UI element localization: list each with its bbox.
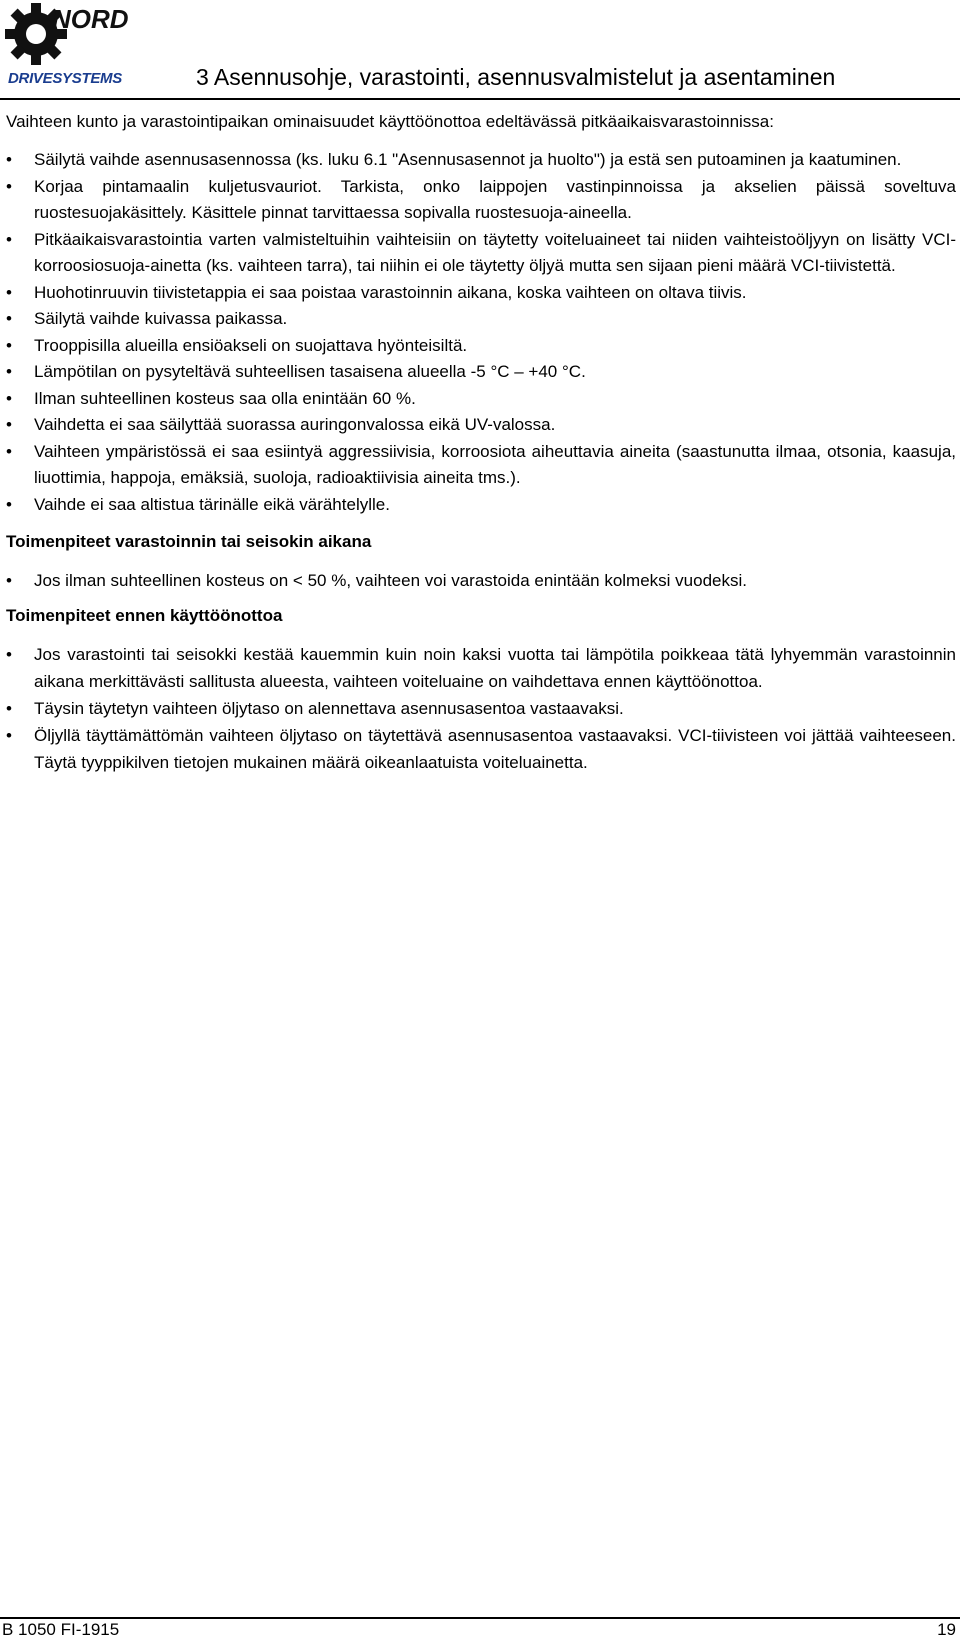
bullet-icon: • [6,645,12,664]
page-content [6,108,956,776]
list-item-text: Vaihde ei saa altistua tärinälle eikä värähtelylle. [34,494,390,514]
list-item [6,412,956,439]
list-item [6,147,956,174]
bullet-icon: • [6,309,12,328]
spacer [6,518,956,528]
list-item [6,280,956,307]
intro-paragraph: Vaihteen kunto ja varastointipaikan ominaisuudet käyttöönottoa edeltävässä pitkäaikaisvarastoinnissa: [6,112,774,131]
list-item [6,641,956,695]
logo-subtext: DRIVESYSTEMS [8,70,122,87]
before-commissioning-list [6,641,956,776]
footer-divider [0,1617,960,1619]
bullet-icon: • [6,282,12,302]
list-item [6,567,956,594]
bullet-icon: • [6,415,12,434]
list-item [6,386,956,413]
list-item [6,695,956,722]
bullet-icon: • [6,494,12,514]
list-item-text: Korjaa pintamaalin kuljetusvauriot. Tarkista, onko laippojen vastinpinnoissa ja akselien päissä soveltuva ruostesuojakäsittely. Käsittele pinnat tarvittaessa sopivalla ruostesuoja-aineella. [34,176,956,222]
bullet-icon: • [6,335,12,355]
storage-conditions-list [6,147,956,518]
list-item [6,359,956,386]
section-heading-before: Toimenpiteet ennen käyttöönottoa [6,606,283,625]
list-item-text: Säilytä vaihde asennusasennossa (ks. luku 6.1 "Asennusasennot ja huolto") ja estä sen putoaminen ja kaatuminen. [34,150,902,169]
list-item [6,227,956,280]
list-item [6,722,956,776]
list-item-text: Täysin täytetyn vaihteen öljytaso on alennettava asennusasentoa vastaavaksi. [34,699,624,718]
list-item-text: Pitkäaikaisvarastointia varten valmisteltuihin vaihteisiin on täytetty voiteluaineet tai niiden vaihteistoöljyyn on lisätty VCI-korroosiosuoja-ainetta (ks. vaihteen tarra), tai niihin ei ole täytetty öljyä mutta sen sijaan pieni määrä VCI-tiivistettä. [34,229,956,275]
list-item [6,439,956,492]
list-item-text: Jos varastointi tai seisokki kestää kauemmin kuin noin kaksi vuotta tai lämpötila poikkeaa tätä lyhyemmän varastoinnin aikana merkittävästi sallitusta alueesta, vaihteen voiteluaine on vaihdettava ennen käyttöönottoa. [34,645,956,691]
list-item-text: Ilman suhteellinen kosteus saa olla enintään 60 %. [34,388,416,408]
list-item-text: Öljyllä täyttämättömän vaihteen öljytaso on täytettävä asennusasentoa vastaavaksi. VCI-tiivisteen voi jättää vaihteeseen. Täytä tyyppikilven tietojen mukainen määrä oikeanlaatuista voiteluainetta. [34,726,956,772]
spacer [6,555,956,567]
bullet-icon: • [6,150,12,169]
bullet-icon: • [6,229,12,249]
bullet-icon: • [6,571,12,590]
page-number: 19 [937,1620,956,1639]
list-item-text: Vaihteen ympäristössä ei saa esiintyä aggressiivisia, korroosiota aiheuttavia aineita (saastunutta ilmaa, otsonia, kaasuja, liuottimia, happoja, emäksiä, suoloja, radioaktiivisia aineita tms.). [34,441,956,487]
bullet-icon: • [6,176,12,196]
list-item [6,492,956,519]
section-heading-during: Toimenpiteet varastoinnin tai seisokin aikana [6,532,372,551]
document-id: B 1050 FI-1915 [2,1620,120,1639]
bullet-icon: • [6,362,12,381]
nord-logo [6,2,129,88]
chapter-title: 3 Asennusohje, varastointi, asennusvalmistelut ja asentaminen [196,64,836,90]
list-item-text: Lämpötilan on pysyteltävä suhteellisen tasaisena alueella -5 °C – +40 °C. [34,362,586,381]
gear-logo-icon [6,2,129,72]
list-item-text: Vaihdetta ei saa säilyttää suorassa auringonvalossa eikä UV-valossa. [34,415,556,434]
bullet-icon: • [6,388,12,408]
bullet-icon: • [6,726,12,745]
list-item-text: Huohotinruuvin tiivistetappia ei saa poistaa varastoinnin aikana, koska vaihteen on oltava tiivis. [34,282,747,302]
spacer [6,594,956,602]
list-item-text: Trooppisilla alueilla ensiöakseli on suojattava hyönteisiltä. [34,335,468,355]
bullet-icon: • [6,699,12,718]
bullet-icon: • [6,441,12,461]
list-item-text: Säilytä vaihde kuivassa paikassa. [34,309,288,328]
list-item [6,174,956,227]
logo-wordmark: NORD [52,4,129,34]
list-item [6,333,956,360]
header-divider [0,98,960,100]
spacer [6,135,956,147]
spacer [6,629,956,641]
list-item [6,306,956,333]
during-storage-list [6,567,956,594]
list-item-text: Jos ilman suhteellinen kosteus on < 50 %, vaihteen voi varastoida enintään kolmeksi vuodeksi. [34,571,747,590]
